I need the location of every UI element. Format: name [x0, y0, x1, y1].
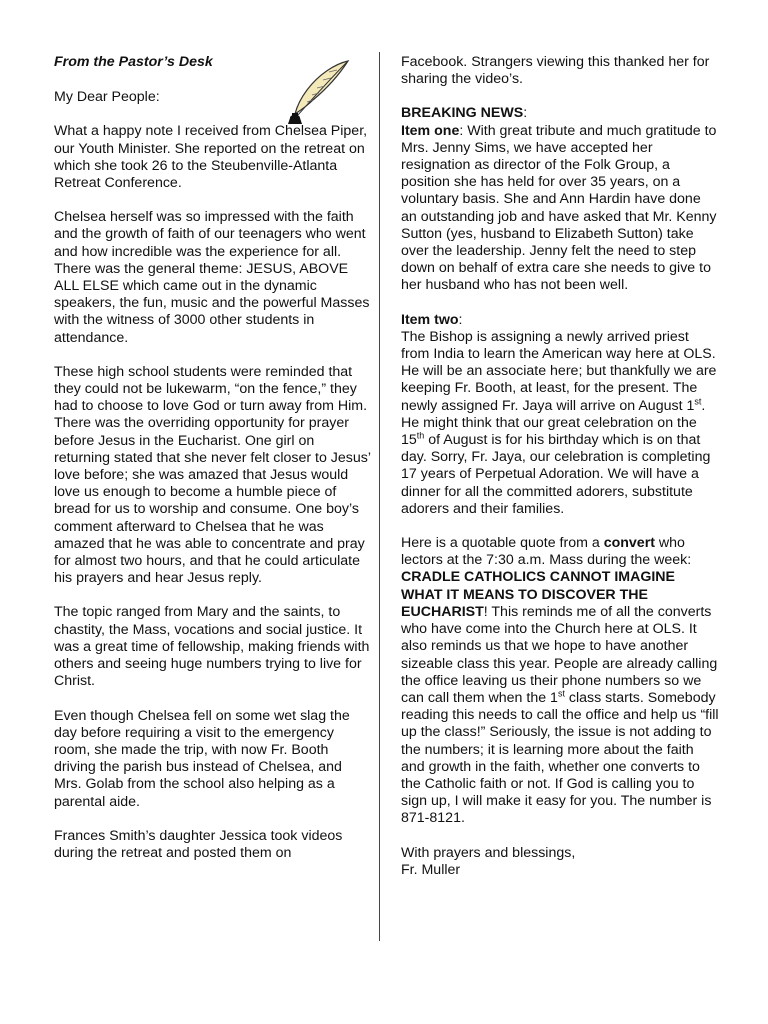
- pastor-desk-heading: From the Pastor’s Desk: [54, 54, 213, 70]
- quote-text-d: class starts. Somebody reading this needs to call the office and help us “fill up the class!” Seriously, the issue is not adding to the numbers; it is learning more about the faith and growth in the faith, whether one converts to the Catholic faith or not. If God is calling you to sign up, I will make it easy for you. The number is 871-8121.: [401, 689, 719, 827]
- left-column: [54, 54, 372, 862]
- item-two-sup-th: th: [416, 430, 425, 441]
- item-two-label: Item two: [401, 311, 459, 328]
- breaking-news-section: [401, 105, 719, 518]
- salutation: My Dear People:: [54, 89, 160, 106]
- item-two-text-b: . He might think that our great celebration on the 15: [401, 397, 706, 449]
- item-one: [401, 123, 719, 295]
- quote-text-a: Here is a quotable quote from a: [401, 535, 604, 552]
- quote-bold-convert: convert: [603, 535, 655, 552]
- closing-blessing: With prayers and blessings,: [401, 844, 576, 861]
- paragraph-students-reminded: These high school students were reminded that they could not be lukewarm, “on the fence,” they had to choose to love God or turn away from Him. There was the overriding opportunity for prayer before Jesus in the Eucharist. One girl on returning stated that she never felt closer to Jesus’ love before; she was amazed that Jesus would love us enough to become a humble piece of bread for us to worship and consume. One boy’s comment afterward to Chelsea that he was amazed that he was able to concentrate and pray for almost two hours, and that he could articulate his prayers and hear Jesus reply.: [54, 363, 371, 587]
- item-two-sup-st: st: [694, 395, 702, 406]
- quote-bold-cradle: CRADLE CATHOLICS CANNOT IMAGINE WHAT IT MEANS TO DISCOVER THE EUCHARIST: [401, 569, 676, 620]
- paragraph-frances-smith: Frances Smith’s daughter Jessica took videos during the retreat and posted them on: [54, 827, 343, 861]
- paragraph-quotable-quote: [401, 535, 719, 827]
- column-divider: [379, 52, 380, 941]
- item-two-text-a: The Bishop is assigning a newly arrived priest from India to learn the American way here at OLS. He will be an associate here; but thankfully we are keeping Fr. Booth, at least, for the present. The newly assigned Fr. Jaya will arrive on August 1: [401, 328, 717, 414]
- right-column: [401, 54, 719, 879]
- paragraph-chelsea-impressed: Chelsea herself was so impressed with the faith and the growth of faith of our teenagers who went and how incredible was the experience for all. There was the general theme: JESUS, ABOVE ALL ELSE which came out in the dynamic speakers, the fun, music and the powerful Masses with the witness of 3000 other students in attendance.: [54, 209, 370, 346]
- item-one-text: : With great tribute and much gratitude to Mrs. Jenny Sims, we have accepted her resignation as director of the Folk Group, a position she has held for over 35 years, on a voluntary basis. She and Ann Hardin have done an outstanding job and have asked that Mr. Kenny Sutton (yes, husband to Elizabeth Sutton) take over the leadership. Jenny felt the need to step down on behalf of extra care she needs to give to her husband who has not been well.: [401, 122, 717, 294]
- item-two-text: [401, 329, 719, 518]
- paragraph-facebook: Facebook. Strangers viewing this thanked her for sharing the video’s.: [401, 54, 710, 88]
- paragraph-chelsea-fell: Even though Chelsea fell on some wet slag the day before requiring a visit to the emergency room, she made the trip, with now Fr. Booth driving the parish bus instead of Chelsea, and Mrs. Golab from the school also helping as a parental aide.: [54, 707, 350, 810]
- quote-text-b: who lectors at the 7:30 a.m. Mass during the week:: [401, 535, 692, 569]
- quote-sup-st: st: [557, 688, 565, 699]
- signature: Fr. Muller: [401, 861, 461, 878]
- item-two-colon: :: [458, 311, 463, 328]
- item-one-label: Item one: [401, 122, 460, 139]
- item-two-text-c: of August is for his birthday which is on that day. Sorry, Fr. Jaya, our celebration is completing 17 years of Perpetual Adoration. We will have a dinner for all the committed adorers, substitute adorers and their families.: [401, 432, 711, 517]
- paragraph-topics: The topic ranged from Mary and the saints, to chastity, the Mass, vocations and social justice. It was a great time of fellowship, making friends with others and seeing huge numbers trying to live for Christ.: [54, 604, 370, 690]
- paragraph-happy-note: What a happy note I received from Chelsea Piper, our Youth Minister. She reported on the retreat on which she took 26 to the Steubenville-Atlanta Retreat Conference.: [54, 123, 368, 192]
- breaking-news-title: BREAKING NEWS: [401, 105, 524, 122]
- breaking-news-colon: :: [523, 105, 528, 122]
- quote-text-c: ! This reminds me of all the converts who have come into the Church here at OLS. It also reminds us that we hope to have another sizeable class this year. People are already calling the office leaving us their phone numbers so we can call them when the 1: [401, 603, 718, 706]
